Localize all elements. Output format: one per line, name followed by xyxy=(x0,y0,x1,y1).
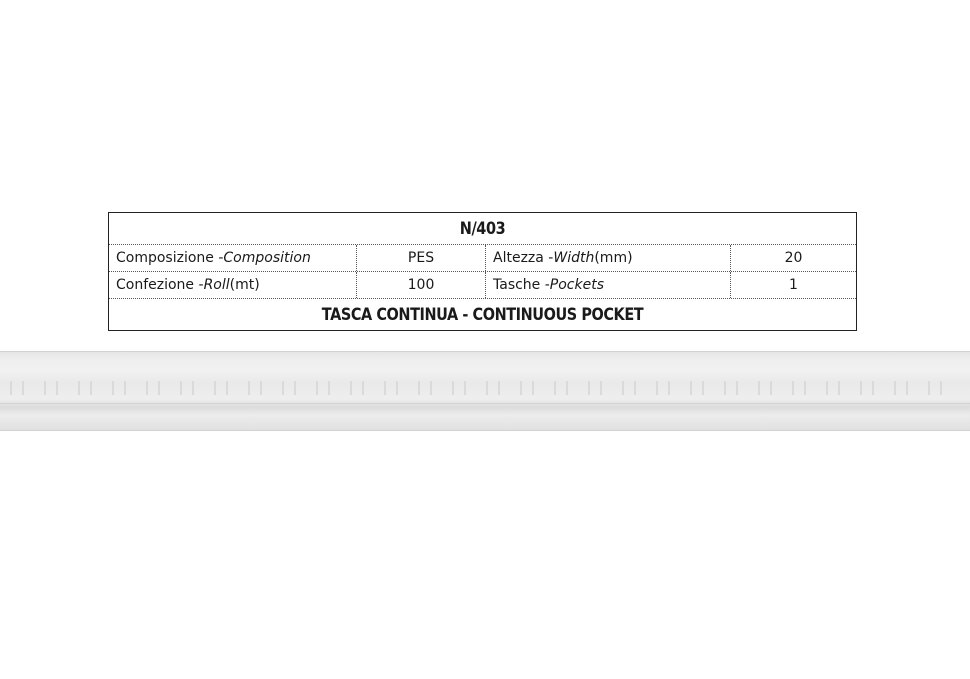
width-label: Altezza - Width (mm) xyxy=(485,245,730,271)
tape-pocket-mark xyxy=(758,381,772,395)
tape-pocket-mark xyxy=(656,381,670,395)
tape-pocket-mark xyxy=(452,381,466,395)
tape-pocket-mark xyxy=(588,381,602,395)
tape-pocket-mark xyxy=(826,381,840,395)
tape-pocket-mark xyxy=(622,381,636,395)
pockets-value: 1 xyxy=(730,272,856,298)
tape-pocket-mark xyxy=(486,381,500,395)
tape-pocket-mark xyxy=(690,381,704,395)
pockets-label: Tasche - Pockets xyxy=(485,272,730,298)
tape-pocket-mark xyxy=(282,381,296,395)
tape-pocket-mark xyxy=(860,381,874,395)
tape-pocket-mark xyxy=(520,381,534,395)
tape-pocket-mark xyxy=(418,381,432,395)
tape-pocket-mark xyxy=(792,381,806,395)
tape-pocket-mark xyxy=(180,381,194,395)
tape-pockets xyxy=(0,381,970,395)
tape-pocket-mark xyxy=(10,381,24,395)
composition-label: Composizione - Composition xyxy=(116,250,311,266)
spec-table xyxy=(108,212,857,331)
tape-pocket-mark xyxy=(44,381,58,395)
table-row xyxy=(109,244,856,271)
product-code: N/403 xyxy=(459,218,506,239)
product-description: TASCA CONTINUA - CONTINUOUS POCKET xyxy=(321,304,644,325)
width-value: 20 xyxy=(730,245,856,271)
table-row xyxy=(109,271,856,298)
tape-pocket-mark xyxy=(316,381,330,395)
tape-pocket-mark xyxy=(214,381,228,395)
tape-pocket-mark xyxy=(928,381,942,395)
roll-value: 100 xyxy=(356,272,485,298)
tape-pocket-mark xyxy=(248,381,262,395)
tape-pocket-mark xyxy=(146,381,160,395)
tape-pocket-mark xyxy=(78,381,92,395)
composition-value: PES xyxy=(356,245,485,271)
tape-pocket-mark xyxy=(554,381,568,395)
tape-pocket-mark xyxy=(894,381,908,395)
tape-pocket-mark xyxy=(350,381,364,395)
tape-pocket-mark xyxy=(724,381,738,395)
tape-pocket-mark xyxy=(112,381,126,395)
roll-label: Confezione - Roll (mt) xyxy=(116,277,260,293)
tape-pocket-mark xyxy=(384,381,398,395)
